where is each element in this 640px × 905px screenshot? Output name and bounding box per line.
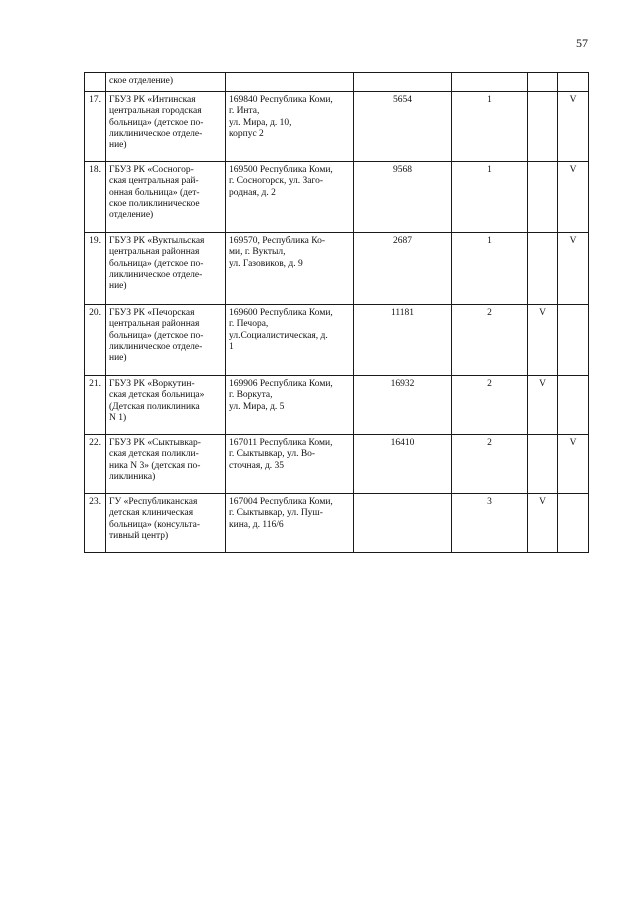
cell-mark-2: V	[558, 162, 589, 233]
table-row	[85, 305, 589, 376]
table-row	[85, 376, 589, 435]
cell-mark-2: V	[558, 233, 589, 305]
cell-count: 5654	[354, 92, 452, 162]
cell-number: 23.	[85, 494, 106, 553]
cell-mark-1	[528, 435, 558, 494]
cell-mark-1	[528, 92, 558, 162]
cell-count: 16410	[354, 435, 452, 494]
cell-mark-1: V	[528, 376, 558, 435]
cell-name: ГБУЗ РК «Печорская центральная районная больница» (детское по- ликлиническое отделе- ние)	[106, 305, 226, 376]
institutions-table	[84, 72, 589, 553]
cell-count: 11181	[354, 305, 452, 376]
cell-name: ГБУЗ РК «Воркутин- ская детская больница» (Детская поликлиника N 1)	[106, 376, 226, 435]
cell-number: 18.	[85, 162, 106, 233]
cell-name: ГУ «Республиканская детская клиническая больница» (консульта- тивный центр)	[106, 494, 226, 553]
cell-mark-2	[558, 305, 589, 376]
cell-category: 3	[452, 494, 528, 553]
cell-category: 2	[452, 376, 528, 435]
cell-address: 169570, Республика Ко- ми, г. Вуктыл, ул. Газовиков, д. 9	[226, 233, 354, 305]
cell-category: 1	[452, 92, 528, 162]
cell-number: 21.	[85, 376, 106, 435]
cell-name: ГБУЗ РК «Вуктыльская центральная районная больница» (детское по- ликлиническое отделе- ние)	[106, 233, 226, 305]
cell-mark-2	[558, 494, 589, 553]
cell-count: 16932	[354, 376, 452, 435]
table-row	[85, 233, 589, 305]
table-row	[85, 92, 589, 162]
cell-mark-1	[528, 162, 558, 233]
cell-mark-1	[528, 233, 558, 305]
cell-category	[452, 73, 528, 92]
cell-mark-2	[558, 73, 589, 92]
page-number: 57	[576, 36, 588, 50]
cell-category: 2	[452, 305, 528, 376]
cell-address: 169600 Республика Коми, г. Печора, ул.Социалистическая, д. 1	[226, 305, 354, 376]
cell-number: 17.	[85, 92, 106, 162]
cell-number: 22.	[85, 435, 106, 494]
cell-address: 167004 Республика Коми, г. Сыктывкар, ул. Пуш- кина, д. 116/6	[226, 494, 354, 553]
cell-count: 9568	[354, 162, 452, 233]
cell-name: ское отделение)	[106, 73, 226, 92]
cell-number: 19.	[85, 233, 106, 305]
cell-address: 169500 Республика Коми, г. Сосногорск, ул. Заго- родная, д. 2	[226, 162, 354, 233]
cell-mark-1	[528, 73, 558, 92]
table-row	[85, 494, 589, 553]
cell-address	[226, 73, 354, 92]
cell-mark-1: V	[528, 305, 558, 376]
cell-category: 2	[452, 435, 528, 494]
table-row	[85, 435, 589, 494]
cell-mark-1: V	[528, 494, 558, 553]
cell-count	[354, 494, 452, 553]
cell-count: 2687	[354, 233, 452, 305]
cell-name: ГБУЗ РК «Интинская центральная городская больница» (детское по- ликлиническое отделе- ние)	[106, 92, 226, 162]
cell-category: 1	[452, 162, 528, 233]
cell-address: 167011 Республика Коми, г. Сыктывкар, ул. Во- сточная, д. 35	[226, 435, 354, 494]
cell-mark-2: V	[558, 435, 589, 494]
cell-number	[85, 73, 106, 92]
cell-mark-2: V	[558, 92, 589, 162]
cell-count	[354, 73, 452, 92]
cell-name: ГБУЗ РК «Сосногор- ская центральная рай- онная больница» (дет- ское поликлиническое отделение)	[106, 162, 226, 233]
cell-name: ГБУЗ РК «Сыктывкар- ская детская поликли- ника N 3» (детская по- ликлиника)	[106, 435, 226, 494]
cell-mark-2	[558, 376, 589, 435]
cell-number: 20.	[85, 305, 106, 376]
table-row-continuation	[85, 73, 589, 92]
table-row	[85, 162, 589, 233]
cell-category: 1	[452, 233, 528, 305]
cell-address: 169840 Республика Коми, г. Инта, ул. Мира, д. 10, корпус 2	[226, 92, 354, 162]
cell-address: 169906 Республика Коми, г. Воркута, ул. Мира, д. 5	[226, 376, 354, 435]
